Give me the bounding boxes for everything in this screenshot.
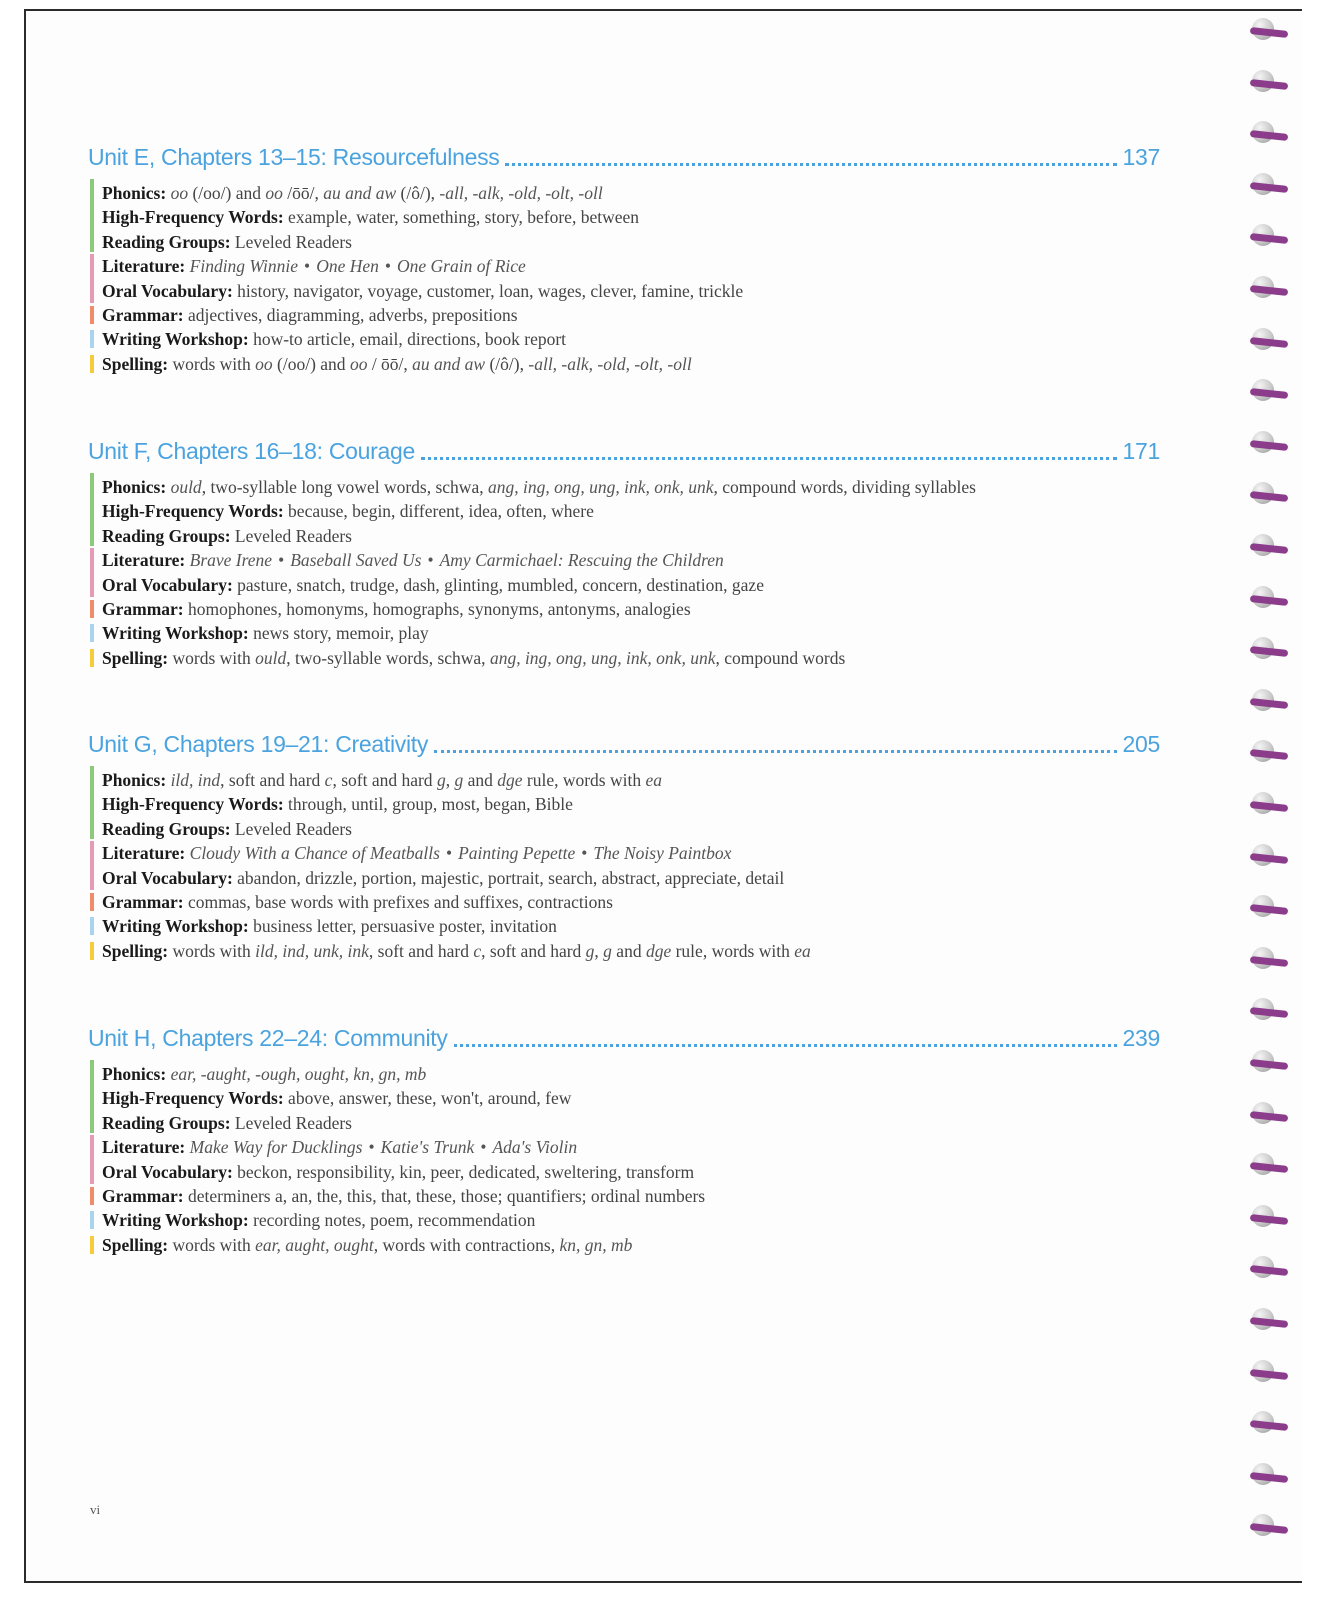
oral-vocabulary-line: Oral Vocabulary: history, navigator, voyage, customer, loan, wages, clever, famine, trickle: [102, 280, 744, 301]
literature-line: Literature: Finding Winnie • One Hen • One Grain of Rice: [88, 254, 1160, 278]
spiral-ring-icon: [1248, 1100, 1290, 1128]
writing-workshop-line: Writing Workshop: recording notes, poem, recommendation: [88, 1208, 1160, 1232]
phonics-line: Phonics: ould, two-syllable long vowel words, schwa, ang, ing, ong, ung, ink, onk, unk, compound words, dividing syllables: [102, 477, 976, 497]
spiral-ring-icon: [1248, 842, 1290, 870]
reading-groups-line: Reading Groups: Leveled Readers: [102, 525, 352, 546]
spiral-ring-icon: [1248, 1461, 1290, 1489]
unit-heading: [88, 144, 1160, 171]
spiral-ring-icon: [1248, 1358, 1290, 1386]
spiral-ring-icon: [1248, 377, 1290, 405]
oral-vocabulary-line: Oral Vocabulary: pasture, snatch, trudge, dash, glinting, mumbled, concern, destination, gaze: [102, 574, 764, 595]
dot-leader: [505, 163, 1116, 166]
page-folio: vi: [90, 1502, 101, 1517]
writing-workshop-line: Writing Workshop: how-to article, email, directions, book report: [88, 327, 1160, 351]
unit-page-number: 239: [1122, 1025, 1160, 1051]
spiral-ring-icon: [1248, 738, 1290, 766]
grammar-bar: [90, 1187, 94, 1205]
grammar-line: Grammar: determiners a, an, the, this, that, these, those; quantifiers; ordinal numbers: [88, 1184, 1160, 1208]
unit-page-number: 171: [1122, 438, 1160, 464]
unit-section-h: [88, 1025, 1160, 1257]
spiral-ring-icon: [1248, 480, 1290, 508]
spelling-bar: [90, 1236, 94, 1254]
unit-topic-list: [88, 475, 1160, 670]
spiral-ring-icon: [1248, 326, 1290, 354]
unit-topic-list: [88, 768, 1160, 963]
spiral-ring-icon: [1248, 16, 1290, 44]
grammar-line: Grammar: homophones, homonyms, homographs, synonyms, antonyms, analogies: [88, 597, 1160, 621]
phonics-line: Phonics: ild, ind, soft and hard c, soft and hard g, g and dge rule, words with ea: [102, 770, 663, 790]
grammar-line: Grammar: adjectives, diagramming, adverbs, prepositions: [88, 303, 1160, 327]
unit-page-number: 137: [1122, 144, 1160, 170]
spiral-ring-icon: [1248, 687, 1290, 715]
spiral-ring-icon: [1248, 429, 1290, 457]
oral-vocabulary-line: Oral Vocabulary: abandon, drizzle, portion, majestic, portrait, search, abstract, appreciate, detail: [102, 867, 785, 888]
hfw-line: High-Frequency Words: above, answer, these, won't, around, few: [102, 1088, 572, 1109]
spelling-bar: [90, 649, 94, 667]
spiral-ring-icon: [1248, 1151, 1290, 1179]
unit-title: Unit G, Chapters 19–21: Creativity: [88, 731, 429, 757]
spiral-ring-icon: [1248, 893, 1290, 921]
grammar-bar: [90, 600, 94, 618]
spelling-bar: [90, 942, 94, 960]
writing-workshop-line: Writing Workshop: news story, memoir, play: [88, 621, 1160, 645]
reading-groups-line: Reading Groups: Leveled Readers: [102, 818, 352, 839]
unit-section-e: [88, 144, 1160, 376]
spiral-ring-icon: [1248, 1254, 1290, 1282]
grammar-bar: [90, 306, 94, 324]
grammar-line: Grammar: commas, base words with prefixes and suffixes, contractions: [88, 890, 1160, 914]
spiral-ring-icon: [1248, 584, 1290, 612]
unit-heading: [88, 731, 1160, 758]
reading-groups-line: Reading Groups: Leveled Readers: [102, 1112, 352, 1133]
dot-leader: [454, 1044, 1117, 1047]
phonics-line: Phonics: ear, -aught, -ough, ought, kn, gn, mb: [102, 1064, 427, 1084]
unit-title: Unit F, Chapters 16–18: Courage: [88, 438, 415, 464]
unit-section-f: [88, 438, 1160, 670]
literature-line: Literature: Brave Irene • Baseball Saved Us • Amy Carmichael: Rescuing the Children: [88, 548, 1160, 572]
hfw-line: High-Frequency Words: because, begin, different, idea, often, where: [102, 501, 594, 522]
spiral-ring-icon: [1248, 532, 1290, 560]
writing-workshop-line: Writing Workshop: business letter, persuasive poster, invitation: [88, 914, 1160, 938]
unit-title: Unit H, Chapters 22–24: Community: [88, 1025, 448, 1051]
spiral-ring-icon: [1248, 68, 1290, 96]
spiral-ring-icon: [1248, 1512, 1290, 1540]
spelling-line: Spelling: words with ild, ind, unk, ink, soft and hard c, soft and hard g, g and dge rule, words with ea: [88, 939, 1160, 963]
spelling-line: Spelling: words with oo (/oo/) and oo / ōō/, au and aw (/ô/), -all, -alk, -old, -olt, -oll: [88, 352, 1160, 376]
spiral-ring-icon: [1248, 790, 1290, 818]
dot-leader: [421, 457, 1117, 460]
unit-topic-list: [88, 181, 1160, 376]
spiral-ring-icon: [1248, 1306, 1290, 1334]
unit-topic-list: [88, 1062, 1160, 1257]
spiral-ring-icon: [1248, 635, 1290, 663]
hfw-line: High-Frequency Words: example, water, something, story, before, between: [102, 207, 640, 228]
grammar-bar: [90, 893, 94, 911]
literature-line: Literature: Cloudy With a Chance of Meatballs • Painting Pepette • The Noisy Paintbox: [88, 841, 1160, 865]
writing-bar: [90, 1211, 94, 1229]
spelling-line: Spelling: words with ould, two-syllable words, schwa, ang, ing, ong, ung, ink, onk, unk, compound words: [88, 646, 1160, 670]
reading-groups-line: Reading Groups: Leveled Readers: [102, 231, 352, 252]
spiral-binding: [1248, 10, 1298, 1585]
spiral-ring-icon: [1248, 1048, 1290, 1076]
writing-bar: [90, 917, 94, 935]
spiral-ring-icon: [1248, 171, 1290, 199]
writing-bar: [90, 624, 94, 642]
spiral-ring-icon: [1248, 119, 1290, 147]
unit-page-number: 205: [1122, 731, 1160, 757]
spelling-line: Spelling: words with ear, aught, ought, words with contractions, kn, gn, mb: [88, 1233, 1160, 1257]
dot-leader: [434, 750, 1116, 753]
phonics-line: Phonics: oo (/oo/) and oo /ōō/, au and aw (/ô/), -all, -alk, -old, -olt, -oll: [102, 183, 603, 203]
unit-section-g: [88, 731, 1160, 963]
hfw-line: High-Frequency Words: through, until, group, most, began, Bible: [102, 794, 573, 815]
writing-bar: [90, 330, 94, 348]
unit-heading: [88, 1025, 1160, 1052]
oral-vocabulary-line: Oral Vocabulary: beckon, responsibility, kin, peer, dedicated, sweltering, transform: [102, 1161, 695, 1182]
spiral-ring-icon: [1248, 222, 1290, 250]
spiral-ring-icon: [1248, 274, 1290, 302]
spiral-ring-icon: [1248, 945, 1290, 973]
unit-heading: [88, 438, 1160, 465]
spelling-bar: [90, 355, 94, 373]
unit-title: Unit E, Chapters 13–15: Resourcefulness: [88, 144, 500, 170]
spiral-ring-icon: [1248, 996, 1290, 1024]
literature-line: Literature: Make Way for Ducklings • Katie's Trunk • Ada's Violin: [88, 1135, 1160, 1159]
spiral-ring-icon: [1248, 1203, 1290, 1231]
spiral-ring-icon: [1248, 1409, 1290, 1437]
